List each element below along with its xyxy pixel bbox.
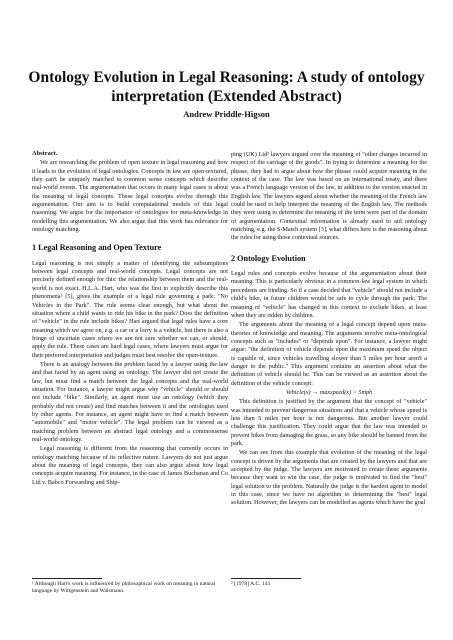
footnote-1: ¹ Although Hart's work is influenced by philosophical work on meaning in natural language by Wittgenstein and Waismann. [32, 581, 216, 594]
section-2-paragraph: This definition is justified by the argument that the concept of "vehicle" was intended to prevent dangerous situations and that a vehicle whose speed is less than 5 miles per hour is not dangerous. But another lawyer could challenge this justification. They could argue that the law was intended to prevent bikes from damaging the grass, so any bike should be banned from the park. [231, 398, 427, 447]
section-1-paragraph: Legal reasoning is not simply a matter of identifying the subsumptions between legal concepts and real-world concepts. Legal concepts are not precisely defined enough for this: the relationship between them and the real-world is not exact. H.L.A. Hart, who was the first to explicitly describe this phenomena¹ [5], gives the example of a legal rule governing a park: "No Vehicles in the Park". The rule seems clear enough, but what about the situation where a child wants to ride his bike in the park? Does the definition of "vehicle" in the rule include bikes? Hart argued that legal rules have a core meaning which we agree on, e.g. a car or a lorry is a vehicle, but there is also a fringe of uncertain cases where we are not sure whether we can, or should, apply the rule. These cases are hard legal cases, where lawyers must argue for their preferred interpretation and judges must best resolve the open-texture. [32, 259, 228, 359]
section-1-paragraph: There is an analogy between the problem faced by a lawyer using the law and that faced by an agent using an ontology. The lawyer did not create the law, but must find a match between the legal concepts and the real-world situation. For instance, a lawyer might argue why "vehicle" should or should not include "bike". Similarly, an agent must use an ontology (which they probably did not create) and find matches between it and the ontologies used by other agents. For instance, an agent might have to find a match between "automobile" and "motor vehicle". The legal problem can be viewed as a matching problem between an abstract legal ontology and a commonsense real-world ontology. [32, 360, 228, 443]
footnote-rule [231, 578, 301, 579]
footnote-area-right [231, 574, 427, 588]
section-2-paragraph: The arguments about the meaning of a legal concept depend upon meta-theories of knowledge and meaning. The arguments involve meta-ontological concepts such as "includes" or "depends upon". For instance, a lawyer might argue: "the definition of vehicle depends upon the maximum speed the object is capable of, since vehicles travelling slower than 5 miles per hour aren't a danger to the public." This argument contains an assertion about what the definition of vehicle should be. This can be viewed as an assertion about the definition of the vehicle concept: [231, 321, 427, 387]
abstract-text: We are researching the problem of open texture in legal reasoning and how it leads to the evolution of legal ontologies. Concepts in law are open-textured, they can't be uniquely matched to common sense concepts which describe real-world events. The argumentation that occurs in many legal cases is about the meaning of legal concepts. These legal concepts evolve through this argumentation. Our aim is to build computational models of this legal reasoning. We argue for the importance of ontologies for meta-knowledge in modelling this argumentation. We also argue that this work has relevance for ontology matching. [32, 159, 228, 234]
formula: Vehicle(x) → maxspeed(x) > 5mph [285, 388, 373, 396]
footnote-area-left [32, 574, 228, 595]
paper-title: Ontology Evolution in Legal Reasoning: A study of ontology interpretation (Extended Abstract) [28, 69, 425, 105]
footnote-2: ² [1978] A.C. 141 [231, 581, 271, 587]
section-2-paragraph: Legal rules and concepts evolve because of the argumentation about their meaning. This is particularly obvious in a common-law legal system in which precedents are binding. So if a case decided that "vehicle" should not include a child's bike, in future children would be safe to cycle through the park. The meaning of "vehicle" has changed in this context to exclude bikes, at least when they are ridden by children. [231, 270, 427, 319]
section-1-heading: 1 Legal Reasoning and Open Texture [32, 243, 162, 253]
section-2-heading: 2 Ontology Evolution [231, 253, 306, 263]
section-2-paragraph: We can see from this example that evolution of the meaning of the legal concept is driven by the arguments that are created by the lawyers and that are accepted by the judge. The lawyers are motivated to create these arguments because they want to win the case, the judge is motivated to find the "best" legal solution to the problem. Naturally the judge is the hardest agent to model in this case, since we have no algorithm to determining the "best" legal solution. However, the lawyers can be modelled as agents which have the goal [231, 449, 427, 507]
left-column [32, 150, 228, 488]
section-1-paragraph: Legal reasoning is different from the reasoning that currently occurs in ontology matching because of its reflective nature. Lawyers do not just argue about the meaning of legal concepts, they can also argue about how legal concepts acquire meaning. For instance, in the case of James Buchanan and Co Ltd v. Babco Forwarding and Ship- [32, 445, 228, 486]
section-1-paragraph: ping (UK) Ltd² lawyers argued over the meaning of "other charges incurred in respect of the carriage of the goods". In trying to determine a meaning for the phrase, they had to argue about how the phrase could acquire meaning in the context of the case. The law was based on an international treaty, and there was a French language version of the law, in addition to the version enacted in English law. The lawyers argued about whether the meaning of the French law could be used to help interpret the meaning of the English law. The methods they were using to determine the meaning of the term were part of the domain of argumentation. Contextual information is already used to aid ontology matching, e.g. the S-Match system [3], what differs here is the reasoning about the rules for using those contextual sources. [231, 151, 427, 242]
footnote-rule [32, 578, 102, 579]
right-column [231, 151, 427, 509]
author-name: Andrew Priddle-Higson [183, 109, 270, 119]
abstract-label: Abstract. [32, 150, 58, 157]
